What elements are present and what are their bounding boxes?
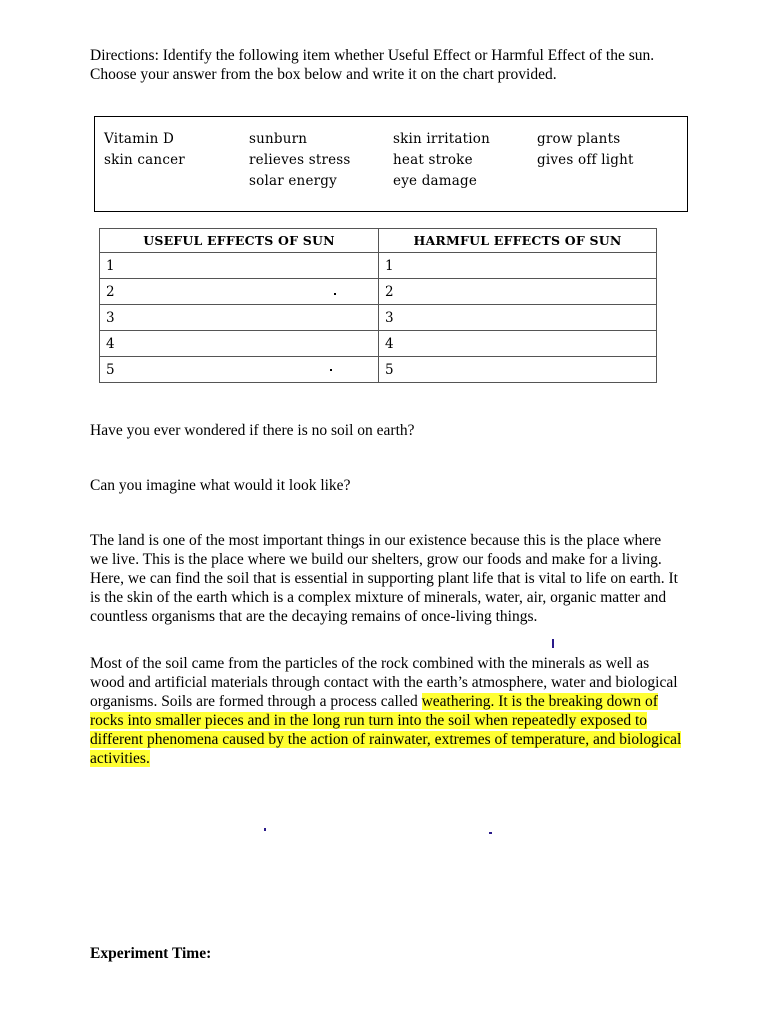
stray-mark: [264, 828, 266, 831]
land-paragraph: The land is one of the most important things in our existence because this is the place where we live. This is the place where we build our shelters, grow our foods and make for a living. Here, we can find the soil that is essential in supporting plant life that is vital to life on earth. It is the skin of the earth which is a complex mixture of minerals, water, air, organic matter and countless organisms that are the decaying remains of once-living things.: [90, 532, 678, 625]
table-header-row: [100, 229, 657, 253]
word-choice: gives off light: [537, 152, 634, 168]
useful-cell: 1: [100, 253, 379, 279]
table-row: [100, 331, 657, 357]
soil-formation-paragraph: [90, 654, 685, 768]
word-choice: grow plants: [537, 131, 621, 147]
harmful-cell: 2: [379, 279, 657, 305]
word-choice-box: [94, 116, 688, 212]
effects-chart-table: [99, 228, 657, 383]
table-row: [100, 357, 657, 383]
word-choice: skin cancer: [104, 152, 185, 168]
directions-text: Directions: Identify the following item whether Useful Effect or Harmful Effect of the sun. Choose your answer from the box below and write it on the chart provided.: [90, 47, 655, 83]
experiment-heading: Experiment Time:: [90, 945, 212, 962]
table-row: [100, 279, 657, 305]
word-choice: solar energy: [249, 173, 337, 189]
paragraph-plain-text: Most of the soil came from the particles of the rock combined with the minerals as well as wood and artificial materials through contact with the earth’s atmosphere, water and biological organisms. Soils are formed through a process called: [90, 655, 678, 710]
useful-cell: 4: [100, 331, 379, 357]
word-choice: relieves stress: [249, 152, 351, 168]
table-row: [100, 305, 657, 331]
harmful-effects-header: HARMFUL EFFECTS OF SUN: [379, 229, 657, 253]
harmful-cell: 1: [379, 253, 657, 279]
useful-cell: 3: [100, 305, 379, 331]
word-choice: Vitamin D: [104, 131, 175, 147]
word-choice: sunburn: [249, 131, 308, 147]
harmful-cell: 4: [379, 331, 657, 357]
stray-mark: [552, 639, 554, 648]
word-choice: eye damage: [393, 173, 478, 189]
question-imagine: Can you imagine what would it look like?: [90, 477, 351, 494]
useful-cell: 5: [100, 357, 379, 383]
word-choice: skin irritation: [393, 131, 490, 147]
harmful-cell: 5: [379, 357, 657, 383]
useful-cell: 2: [100, 279, 379, 305]
stray-mark: [489, 832, 492, 834]
table-row: [100, 253, 657, 279]
question-no-soil: Have you ever wondered if there is no soil on earth?: [90, 422, 415, 439]
stray-dot: [330, 369, 332, 371]
useful-effects-header: USEFUL EFFECTS OF SUN: [100, 229, 379, 253]
harmful-cell: 3: [379, 305, 657, 331]
word-choice: heat stroke: [393, 152, 473, 168]
highlighted-text: weathering. It is the breaking down of rocks into smaller pieces and in the long run turn into the soil when repeatedly exposed to different phenomena caused by the action of rainwater, extremes of temperature, and biological activities.: [90, 693, 682, 767]
stray-dot: [334, 293, 336, 295]
